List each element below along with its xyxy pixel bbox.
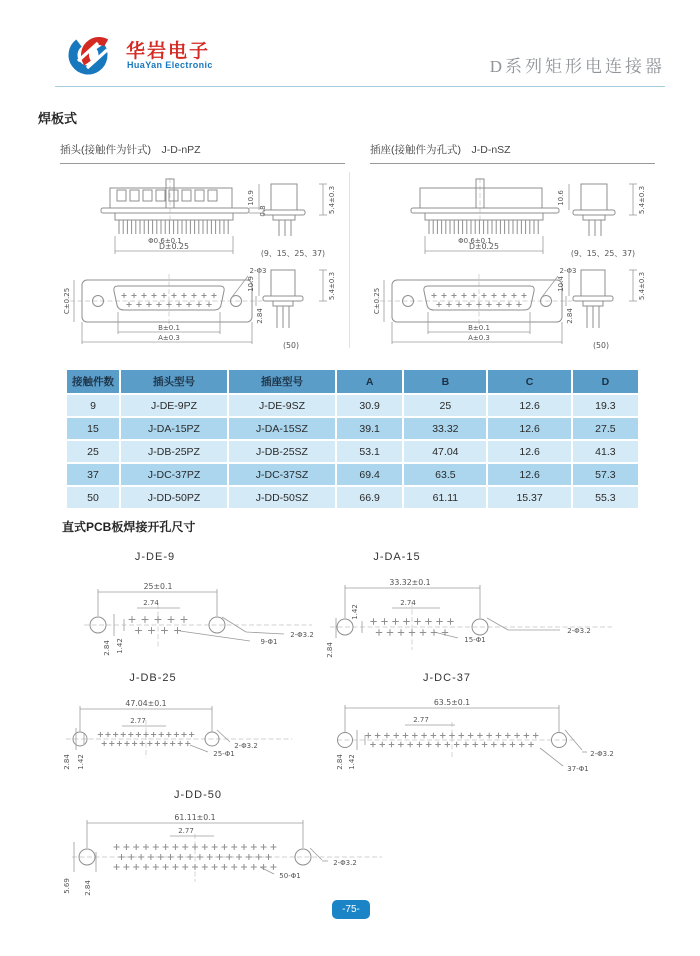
mount-holes-label: 2-Φ3 <box>249 267 267 275</box>
spec-table-cell: 63.5 <box>404 464 486 485</box>
pcb-diagram-jdc37 <box>335 692 680 784</box>
dim-b: B±0.1 <box>158 324 180 332</box>
dim-b: B±0.1 <box>468 324 490 332</box>
spec-table-cell: 12.6 <box>488 464 570 485</box>
spec-table-cell: 53.1 <box>337 441 402 462</box>
logo-icon <box>62 30 124 80</box>
dim-span: 33.32±0.1 <box>389 578 431 587</box>
sizes-caption: (9、15、25、37) <box>260 249 326 258</box>
spec-table-body <box>67 395 638 508</box>
table-row <box>67 441 638 462</box>
table-row <box>67 418 638 439</box>
dim-depth: 5.4±0.3 <box>638 185 646 215</box>
diagram-title-jdd50: J-DD-50 <box>174 789 222 801</box>
spec-table-cell: 30.9 <box>337 395 402 416</box>
dim-d: D±0.25 <box>469 242 499 251</box>
document-title: D系列矩形电连接器 <box>489 57 665 76</box>
spec-table-cell: 12.6 <box>488 418 570 439</box>
spec-table-cell: 47.04 <box>404 441 486 462</box>
mount-holes-label: 2-Φ3.2 <box>590 750 614 758</box>
diagram-title-jda15: J-DA-15 <box>373 551 421 563</box>
dim-pin-dia: Φ0.6±0.1 <box>148 237 182 245</box>
spec-table-cell: 69.4 <box>337 464 402 485</box>
spec-table-cell: 55.3 <box>573 487 638 508</box>
dim-v2: 1.42 <box>351 604 359 620</box>
spec-table-cell: 9 <box>67 395 119 416</box>
dim-c: C±0.25 <box>63 287 71 315</box>
brand-name-en: HuaYan Electronic <box>127 60 213 70</box>
sizes-caption: (9、15、25、37) <box>570 249 636 258</box>
mount-holes-label: 2-Φ3.2 <box>567 627 591 635</box>
pcb-diagram-jdb25 <box>62 692 362 784</box>
spec-table-cell: 15.37 <box>488 487 570 508</box>
spec-table-header-cell: 插座型号 <box>229 370 335 393</box>
dim-v1: 2.84 <box>103 640 111 656</box>
brand-name-cn: 华岩电子 <box>126 41 211 62</box>
spec-table-header-cell: C <box>488 370 570 393</box>
spec-table-header-cell: 接触件数 <box>67 370 119 393</box>
dim-pitch: 2.74 <box>400 599 416 607</box>
spec-table-cell: 66.9 <box>337 487 402 508</box>
dim-a: A±0.3 <box>158 334 180 342</box>
dim-span: 63.5±0.1 <box>433 698 471 707</box>
mount-holes-label: 2-Φ3 <box>559 267 577 275</box>
spec-table-cell: 57.3 <box>573 464 638 485</box>
spec-table-cell: 41.3 <box>573 441 638 462</box>
spec-table-cell: 37 <box>67 464 119 485</box>
dim-offset: 2.84 <box>256 308 264 324</box>
spec-table-head-row <box>67 370 638 393</box>
plug-side-drawing <box>243 176 343 260</box>
dim-span: 25±0.1 <box>143 582 173 591</box>
pin-holes-label: 37-Φ1 <box>567 765 589 773</box>
spec-table-cell: J-DC-37SZ <box>229 464 335 485</box>
table-row <box>67 464 638 485</box>
pcb-diagram-jde9 <box>62 572 330 670</box>
spec-table-cell: 25 <box>67 441 119 462</box>
pin-holes-label: 25-Φ1 <box>213 750 235 758</box>
spec-table-cell: 12.6 <box>488 395 570 416</box>
dim-v1: 2.84 <box>326 642 334 658</box>
plug-face-side-drawing <box>243 260 343 355</box>
spec-table-cell: 50 <box>67 487 119 508</box>
socket-side-drawing <box>553 176 653 260</box>
spec-table-cell: 39.1 <box>337 418 402 439</box>
column-divider <box>349 172 350 348</box>
spec-table-header-cell: D <box>573 370 638 393</box>
dim-depth: 5.4±0.3 <box>328 271 336 301</box>
dim-thickness: 0.8 <box>259 205 267 217</box>
dim-depth: 5.4±0.3 <box>328 185 336 215</box>
spec-table-header-cell: 插头型号 <box>121 370 227 393</box>
table-row <box>67 487 638 508</box>
socket-face-side-drawing <box>553 260 653 355</box>
dim-span: 61.11±0.1 <box>174 813 216 822</box>
page-number-badge: -75- <box>332 900 370 919</box>
dim-v2: 2.84 <box>84 880 92 896</box>
dim-pin-dia: Φ0.6±0.1 <box>458 237 492 245</box>
spec-table-cell: J-DE-9PZ <box>121 395 227 416</box>
dim-height: 10.9 <box>247 276 255 292</box>
spec-table-header-cell: B <box>404 370 486 393</box>
spec-table-cell: J-DE-9SZ <box>229 395 335 416</box>
spec-table-cell: J-DD-50PZ <box>121 487 227 508</box>
dim-pitch: 2.74 <box>143 599 159 607</box>
header-rule <box>55 86 665 87</box>
dim-v1: 2.84 <box>336 754 344 770</box>
dim-height: 10.9 <box>247 190 255 206</box>
spec-table-cell: J-DA-15PZ <box>121 418 227 439</box>
dim-v1: 2.84 <box>63 754 71 770</box>
spec-table-cell: 25 <box>404 395 486 416</box>
spec-table-header-cell: A <box>337 370 402 393</box>
pcb-diagram-jda15 <box>322 572 630 670</box>
diagram-title-jdc37: J-DC-37 <box>423 672 471 684</box>
dim-c: C±0.25 <box>373 287 381 315</box>
size-caption: (50) <box>592 341 610 350</box>
pin-holes-label: 9-Φ1 <box>260 638 278 646</box>
spec-table-cell: 61.11 <box>404 487 486 508</box>
size-caption: (50) <box>282 341 300 350</box>
spec-table-cell: 33.32 <box>404 418 486 439</box>
spec-table-cell: J-DB-25SZ <box>229 441 335 462</box>
dim-v1: 5.69 <box>63 878 71 894</box>
spec-table-cell: 19.3 <box>573 395 638 416</box>
spec-table-cell: 27.5 <box>573 418 638 439</box>
dim-v2: 1.42 <box>77 754 85 770</box>
spec-table-cell: J-DD-50SZ <box>229 487 335 508</box>
dim-height: 10.6 <box>557 190 565 206</box>
dim-span: 47.04±0.1 <box>125 699 167 708</box>
dim-depth: 5.4±0.3 <box>638 271 646 301</box>
column-heading-socket: 插座(接触件为孔式) J-D-nSZ <box>370 142 655 164</box>
pcb-diagram-jdd50 <box>62 808 407 908</box>
spec-table-cell: 15 <box>67 418 119 439</box>
section-title-pcb: 直式PCB板焊接开孔尺寸 <box>62 520 196 534</box>
diagram-title-jdb25: J-DB-25 <box>129 672 177 684</box>
dim-offset: 2.84 <box>566 308 574 324</box>
spec-table-cell: J-DC-37PZ <box>121 464 227 485</box>
dim-pitch: 2.77 <box>130 717 146 725</box>
column-heading-plug: 插头(接触件为针式) J-D-nPZ <box>60 142 345 164</box>
spec-table-cell: J-DA-15SZ <box>229 418 335 439</box>
dim-pitch: 2.77 <box>178 827 194 835</box>
mount-holes-label: 2-Φ3.2 <box>290 631 314 639</box>
section-title-weld: 焊板式 <box>38 111 78 126</box>
dim-v2: 1.42 <box>348 754 356 770</box>
pin-holes-label: 50-Φ1 <box>279 872 301 880</box>
spec-table <box>65 368 640 510</box>
diagram-title-jde9: J-DE-9 <box>134 551 176 563</box>
pin-holes-label: 15-Φ1 <box>464 636 486 644</box>
dim-d: D±0.25 <box>159 242 189 251</box>
mount-holes-label: 2-Φ3.2 <box>234 742 258 750</box>
dim-v2: 1.42 <box>116 638 124 654</box>
dim-a: A±0.3 <box>468 334 490 342</box>
spec-table-cell: 12.6 <box>488 441 570 462</box>
spec-table-cell: J-DB-25PZ <box>121 441 227 462</box>
mount-holes-label: 2-Φ3.2 <box>333 859 357 867</box>
table-row <box>67 395 638 416</box>
dim-height: 10.4 <box>557 276 565 292</box>
dim-pitch: 2.77 <box>413 716 429 724</box>
